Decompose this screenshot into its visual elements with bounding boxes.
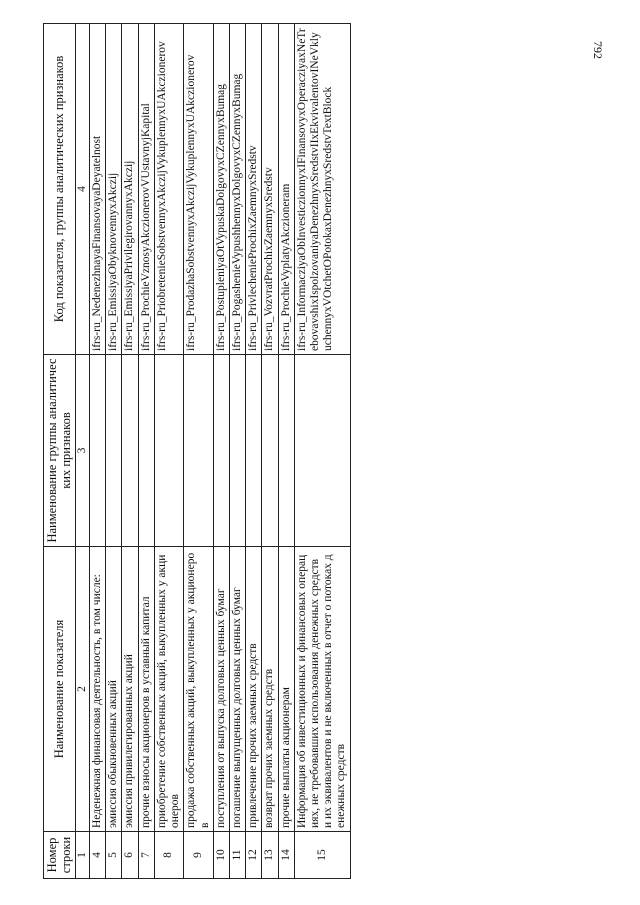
column-number: 4: [75, 24, 89, 355]
column-number: 2: [75, 547, 89, 832]
group-name-cell: [184, 355, 213, 547]
column-number-row: [75, 24, 89, 879]
column-number: 1: [75, 832, 89, 879]
column-number: 3: [75, 355, 89, 547]
header-row-number: Номер строки: [44, 832, 76, 879]
header-row: [44, 24, 76, 879]
indicator-name-cell: погашение выпущенных долговых ценных бумаг: [229, 547, 245, 832]
group-name-cell: [213, 355, 229, 547]
indicator-code-cell: ifrs-ru_PogashenieVypushhennyxDolgovyxCZennyxBumag: [229, 24, 245, 355]
indicator-code-cell: ifrs-ru_PostupleniyaOtVypuskaDolgovyxCZennyxBumag: [213, 24, 229, 355]
group-name-cell: [262, 355, 278, 547]
table-row: [138, 24, 154, 879]
indicator-name-cell: эмиссия обыкновенных акций: [106, 547, 122, 832]
group-name-cell: [122, 355, 138, 547]
row-number-cell: 15: [294, 832, 350, 879]
table-row: [246, 24, 262, 879]
table-row: [294, 24, 350, 879]
indicator-table: [43, 23, 351, 879]
indicator-code-cell: ifrs-ru_NedenezhnayaFinansovayaDeyatelnost: [89, 24, 105, 355]
table-row: [89, 24, 105, 879]
indicator-code-cell: ifrs-ru_VozvratProchixZaemnyxSredstv: [262, 24, 278, 355]
table-row: [122, 24, 138, 879]
indicator-code-cell: ifrs-ru_EmissiyaPrivilegirovannyxAkczij: [122, 24, 138, 355]
row-number-cell: 6: [122, 832, 138, 879]
page-number: 792: [591, 41, 605, 59]
group-name-cell: [294, 355, 350, 547]
table-row: [106, 24, 122, 879]
indicator-code-cell: ifrs-ru_InformacziyaObInvesticzionnyxIFinansovyxOperacziyaxNeTrebovavshixIspolzovaniyaDenezhnyxSredstvIIxEkvivalentovINeVklyuchennyxVOtchetOPotokaxDenezhnyxSredstvTextBlock: [294, 24, 350, 355]
header-group-name: Наименование группы аналитических признаков: [44, 355, 76, 547]
row-number-cell: 12: [246, 832, 262, 879]
indicator-code-cell: ifrs-ru_ProchieVznosyAkczionerovVUstavnyjKapital: [138, 24, 154, 355]
indicator-code-cell: ifrs-ru_ProdazhaSobstvennyxAkczijVykuplennyxUAkczionerov: [184, 24, 213, 355]
row-number-cell: 9: [184, 832, 213, 879]
indicator-code-cell: ifrs-ru_PrivlechenieProchixZaemnyxSredstv: [246, 24, 262, 355]
table-row: [278, 24, 294, 879]
indicator-name-cell: Информация об инвестиционных и финансовых операциях, не требовавших использования денежных средств и их эквивалентов и не включенных в отчет о потоках денежных средств: [294, 547, 350, 832]
row-number-cell: 5: [106, 832, 122, 879]
group-name-cell: [138, 355, 154, 547]
indicator-name-cell: прочие выплаты акционерам: [278, 547, 294, 832]
group-name-cell: [278, 355, 294, 547]
table-row: [229, 24, 245, 879]
row-number-cell: 7: [138, 832, 154, 879]
row-number-cell: 13: [262, 832, 278, 879]
indicator-code-cell: ifrs-ru_ProchieVyplatyAkczioneram: [278, 24, 294, 355]
table-row: [262, 24, 278, 879]
header-indicator-name: Наименование показателя: [44, 547, 76, 832]
header-code: Код показателя, группы аналитических признаков: [44, 24, 76, 355]
indicator-name-cell: возврат прочих заемных средств: [262, 547, 278, 832]
indicator-name-cell: приобретение собственных акций, выкупленных у акционеров: [154, 547, 183, 832]
indicator-name-cell: Неденежная финансовая деятельность, в том числе:: [89, 547, 105, 832]
indicator-name-cell: эмиссия привилегированных акций: [122, 547, 138, 832]
indicator-name-cell: продажа собственных акций, выкупленных у акционеров: [184, 547, 213, 832]
indicator-code-cell: ifrs-ru_PriobretenieSobstvennyxAkczijVykuplennyxUAkczionerov: [154, 24, 183, 355]
indicator-name-cell: привлечение прочих заемных средств: [246, 547, 262, 832]
indicator-code-cell: ifrs-ru_EmissiyaObyknovennyxAkczij: [106, 24, 122, 355]
group-name-cell: [229, 355, 245, 547]
table-row: [154, 24, 183, 879]
group-name-cell: [154, 355, 183, 547]
row-number-cell: 4: [89, 832, 105, 879]
row-number-cell: 11: [229, 832, 245, 879]
row-number-cell: 10: [213, 832, 229, 879]
indicator-name-cell: поступления от выпуска долговых ценных бумаг: [213, 547, 229, 832]
row-number-cell: 14: [278, 832, 294, 879]
group-name-cell: [106, 355, 122, 547]
rotated-table-container: [43, 24, 478, 879]
indicator-name-cell: прочие взносы акционеров в уставный капитал: [138, 547, 154, 832]
table-row: [184, 24, 213, 879]
group-name-cell: [89, 355, 105, 547]
table-frame: [43, 24, 478, 879]
group-name-cell: [246, 355, 262, 547]
table-row: [213, 24, 229, 879]
row-number-cell: 8: [154, 832, 183, 879]
